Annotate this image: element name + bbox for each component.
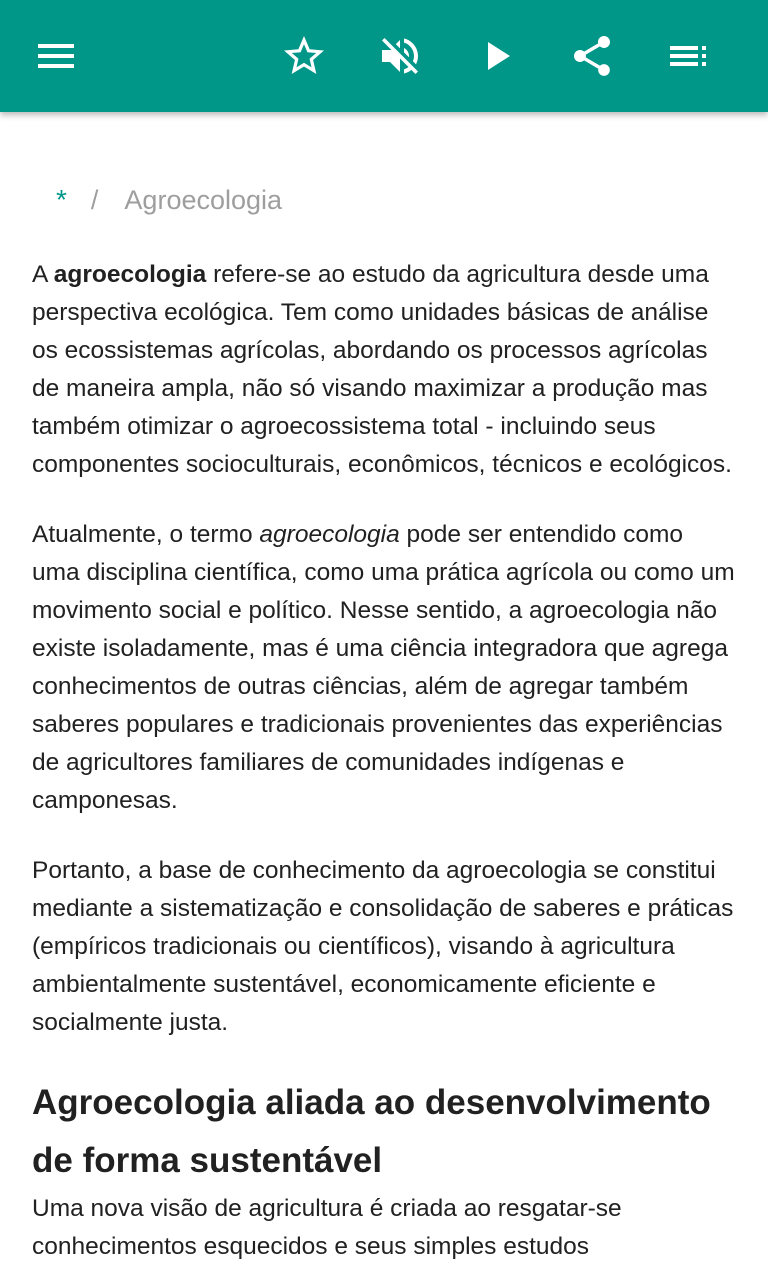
mute-button[interactable] (364, 20, 436, 92)
paragraph-text: A (32, 261, 54, 288)
breadcrumb (56, 180, 282, 220)
menu-icon (32, 32, 80, 80)
article-content (0, 112, 768, 1280)
bold-term: agroecologia (53, 261, 207, 288)
breadcrumb-separator: / (90, 184, 99, 215)
paragraph-intro (32, 256, 736, 484)
breadcrumb-current: Agroecologia (124, 184, 283, 215)
paragraph-text: pode ser entendido como uma disciplina científica, como uma prática agrícola ou como um movimento social e político. Nesse sentido, a agroecologia não existe isoladamente, mas é uma ciência integradora que agrega conhecimentos de outras ciências, além de agregar também saberes populares e tradicionais provenientes das experiências de agricultores familiares de comunidades indígenas e camponesas. (32, 521, 735, 814)
share-icon (568, 32, 616, 80)
paragraph-definition (32, 516, 736, 820)
paragraph-text: refere-se ao estudo da agricultura desde uma perspectiva ecológica. Tem como unidades básicas de análise os ecossistemas agrícolas, abordando os processos agrícolas de maneira ampla, não só visando maximizar a produção mas também otimizar o agroecossistema total - incluindo seus componentes socioculturais, econômicos, técnicos e ecológicos. (32, 261, 732, 478)
contents-button[interactable] (652, 20, 724, 92)
paragraph-text: Atualmente, o termo (32, 521, 260, 548)
star-outline-icon (280, 32, 328, 80)
play-button[interactable] (460, 20, 532, 92)
play-icon (472, 32, 520, 80)
menu-button[interactable] (20, 20, 92, 92)
app-toolbar (0, 0, 768, 112)
section-heading: Agroecologia aliada ao desenvolvimento de forma sustentável (32, 1083, 711, 1180)
playlist-icon (664, 32, 712, 80)
share-button[interactable] (556, 20, 628, 92)
breadcrumb-home-link[interactable]: * (56, 184, 67, 215)
paragraph-knowledge-base: Portanto, a base de conhecimento da agroecologia se constitui mediante a sistematização e consolidação de saberes e práticas (empíricos tradicionais ou científicos), visando à agricultura ambientalmente sustentável, economicamente eficiente e socialmente justa. (32, 857, 734, 1036)
paragraph-section-intro: Uma nova visão de agricultura é criada ao resgatar-se conhecimentos esquecidos e seus simples estudos (32, 1195, 622, 1260)
italic-term: agroecologia (259, 521, 400, 548)
volume-off-icon (376, 32, 424, 80)
article-body (32, 256, 736, 1280)
favorite-button[interactable] (268, 20, 340, 92)
